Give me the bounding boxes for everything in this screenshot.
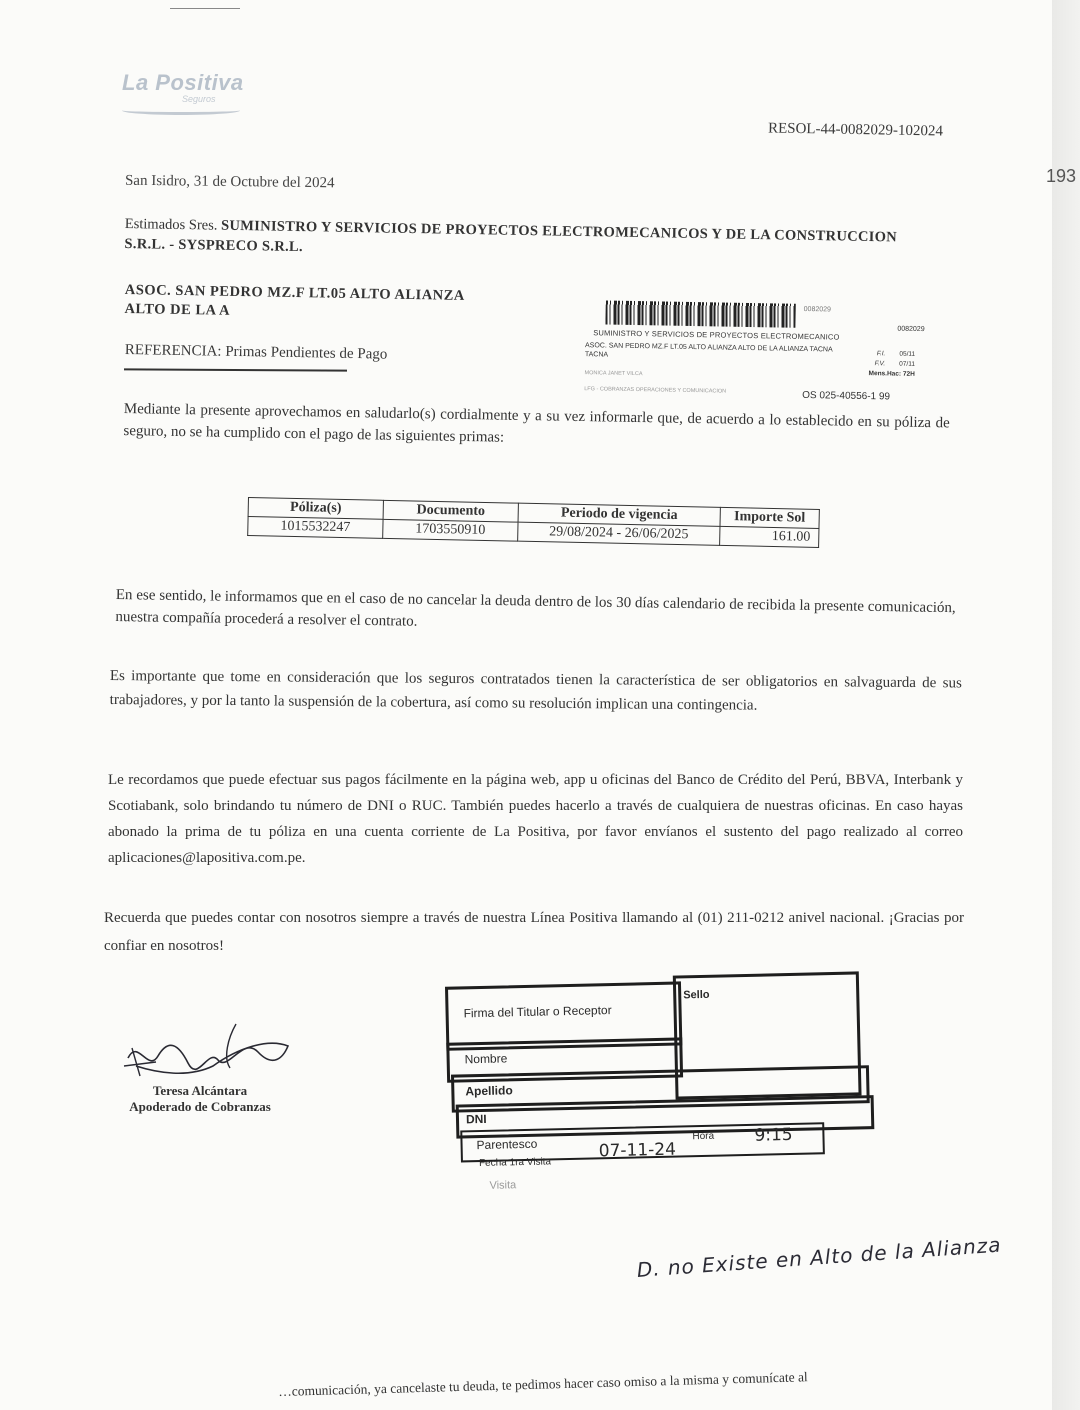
stamp-nombre-label: Nombre xyxy=(464,1051,508,1067)
handwritten-note: D. no Existe en Alto de la Alianza xyxy=(636,1232,1003,1282)
cell-periodo: 29/08/2024 - 26/06/2025 xyxy=(518,522,720,545)
date-line: San Isidro, 31 de Octubre del 2024 xyxy=(124,172,335,192)
label-address: ASOC. SAN PEDRO MZ.F LT.05 ALTO ALIANZA ALTO DE LA ALIANZA TACNA TACNA xyxy=(584,342,833,359)
stamp-apellido-label: Apellido xyxy=(465,1083,513,1099)
label-os-number: OS 025-40556-1 99 xyxy=(802,389,891,403)
barcode-code: 0082029 xyxy=(803,305,832,314)
paragraph-payment: Le recordamos que puede efectuar sus pagos fácilmente en la página web, app u oficinas del Banco de Crédito del Perú, BBVA, Interbank y Scotiabank, solo brindando tu número de DNI o RUC. También puedes hacerlo a través de cualquiera de nuestras oficinas. En caso hayas abonado la prima de tu póliza en una cuenta corriente de La Positiva, por favor envíanos el sustento del pago realizado al correo aplicaciones@lapositiva.com.pe. xyxy=(108,772,963,866)
stamp-fecha-value: 07-11-24 xyxy=(598,1139,677,1162)
delivery-stamp xyxy=(445,963,870,1192)
label-department: LFG - COBRANZAS OPERACIONES Y COMUNICACION xyxy=(584,386,727,395)
stamp-visita-label: Visita xyxy=(489,1179,517,1192)
signature-scribble xyxy=(118,1018,298,1084)
col-poliza: Póliza(s) xyxy=(248,498,383,520)
company-logo xyxy=(122,70,252,115)
signer-block xyxy=(110,1083,290,1115)
address: ASOC. SAN PEDRO MZ.F LT.05 ALTO ALIANZA ALTO DE LA A xyxy=(124,281,465,319)
stamp-fecha-label: Fecha 1ra Visita xyxy=(478,1156,552,1170)
reference-line: REFERENCIA: Primas Pendientes de Pago xyxy=(124,342,388,363)
addressee-name: SUMINISTRO Y SERVICIOS DE PROYECTOS ELECTROMECANICOS Y DE LA CONSTRUCCION S.R.L. - SYSPRECO S.R.L. xyxy=(124,217,898,256)
col-importe: Importe Sol xyxy=(720,507,819,528)
stamp-dni-label: DNI xyxy=(465,1111,487,1127)
stamp-hora-value: 9:15 xyxy=(754,1124,793,1146)
logo-name: La Positiva xyxy=(122,70,244,95)
paragraph-contact: Recuerda que puedes contar con nosotros siempre a través de nuestra Línea Positiva llamando al (01) 211-0212 anivel nacional. ¡Gracias por confiar en nosotros! xyxy=(104,910,964,954)
cell-importe: 161.00 xyxy=(720,526,819,547)
col-periodo: Periodo de vigencia xyxy=(518,503,720,526)
adjacent-page-edge xyxy=(1052,0,1080,1410)
signer-title: Apoderado de Cobranzas xyxy=(129,1099,271,1114)
bottom-cut-line: …comunicación, ya cancelaste tu deuda, te pedimos hacer caso omiso a la misma y comunícate al xyxy=(278,1369,808,1399)
label-company: SUMINISTRO Y SERVICIOS DE PROYECTOS ELECTROMECANICO xyxy=(593,328,840,342)
stamp-sello-label: Sello xyxy=(683,988,710,1002)
col-documento: Documento xyxy=(383,500,518,522)
paragraph-warning: En ese sentido, le informamos que en el caso de no cancelar la deuda dentro de los 30 días calendario de recibida la presente comunicación, nuestra compañía procederá a resolver el contrato. xyxy=(115,586,956,630)
cell-documento: 1703550910 xyxy=(383,519,518,541)
label-agent: MONICA JANET VILCA xyxy=(584,370,643,378)
page-number: 193 xyxy=(1046,166,1077,186)
stamp-hora-label: Hora xyxy=(692,1130,715,1143)
logo-sub: Seguros xyxy=(182,94,216,104)
label-dates: F.I. 05/11 F.V. 07/11 Mens.Hac: 72H xyxy=(868,350,916,378)
paragraph-importance: Es importante que tome en consideración que los seguros contratados tienen la característica de ser obligatorios en salvaguarda de sus trabajadores, y por la tanto la suspensión de la cobertura, así como su resolución implican una contingencia. xyxy=(109,667,962,714)
stamp-parentesco-label: Parentesco xyxy=(476,1136,538,1153)
signer-name: Teresa Alcántara xyxy=(152,1083,248,1098)
logo-swoosh xyxy=(122,106,240,115)
mailing-label xyxy=(576,290,938,414)
cell-poliza: 1015532247 xyxy=(248,517,383,539)
resolution-code: RESOL-44-0082029-102024 xyxy=(767,120,944,140)
top-pen-mark xyxy=(170,0,240,9)
stamp-firma-label: Firma del Titular o Receptor xyxy=(463,1003,612,1021)
barcode xyxy=(605,300,795,327)
label-number: 0082029 xyxy=(897,325,925,334)
addressee-prefix: Estimados Sres. xyxy=(124,215,218,234)
paragraph-intro: Mediante la presente aprovechamos en saludarlo(s) cordialmente y a su vez informarle que, de acuerdo a lo establecido en su póliza de seguro, no se ha cumplido con el pago de las siguientes primas: xyxy=(123,400,950,446)
label-mens: Mens.Hac: 72H xyxy=(868,370,915,378)
